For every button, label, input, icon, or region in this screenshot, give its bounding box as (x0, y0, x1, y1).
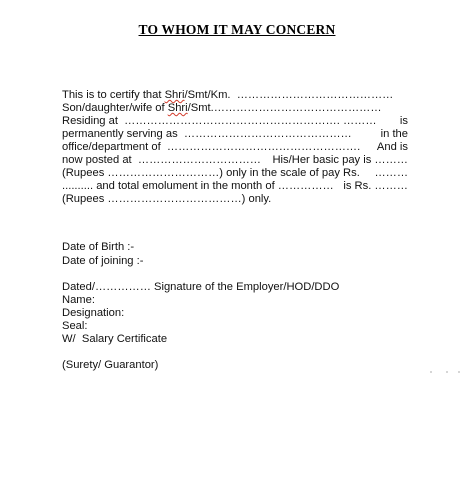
office-line (62, 141, 408, 154)
spellcheck-word: Shri (164, 89, 185, 101)
relation-text: Son/daughter/wife of (62, 102, 168, 114)
emolument-text-end: is Rs. ……… (343, 180, 408, 192)
certify-text-rest: /Smt/Km. …………………………………… (184, 89, 394, 101)
pay-scale-text: (Rupees …………………………) only in the scale of pay Rs. (62, 167, 360, 179)
seal-label: Seal: (62, 320, 88, 332)
service-text: permanently serving as ……………………………………… (62, 128, 352, 140)
residence-text: Residing at …………………………………………………. ……… (62, 115, 377, 127)
document-title: TO WHOM IT MAY CONCERN (138, 22, 336, 37)
office-text: office/department of ……………………………………………. (62, 141, 361, 153)
certify-line (62, 89, 408, 102)
residence-line (62, 115, 408, 128)
dated-signature-line: Dated/…………… Signature of the Employer/HOD/DDO (62, 281, 340, 293)
posting-text: now posted at …………………………… (62, 154, 261, 166)
spellcheck-word: Shri (167, 102, 188, 114)
emolument-line (62, 180, 408, 193)
salary-certificate-label: W/ Salary Certificate (62, 333, 168, 345)
pay-scale-line (62, 167, 408, 180)
certify-text: This is to certify that (62, 89, 165, 101)
designation-label: Designation: (62, 307, 125, 319)
office-text-end: And is (376, 141, 408, 153)
date-of-birth-label: Date of Birth :- (62, 241, 135, 253)
residence-text-end: is (399, 115, 408, 127)
service-line (62, 128, 408, 141)
relation-text-rest: /Smt.……………………………………… (187, 102, 382, 114)
surety-guarantor-label: (Surety/ Guarantor) (62, 359, 159, 371)
rupees-line: (Rupees ………………………………) only. (62, 193, 272, 205)
posting-line (62, 154, 408, 167)
name-label: Name: (62, 294, 95, 306)
scan-speck (446, 371, 448, 373)
scan-speck (458, 371, 460, 373)
relation-line (62, 102, 408, 115)
emolument-text: .......... and total emolument in the month of …………… (62, 180, 334, 192)
scan-speck (430, 371, 432, 373)
pay-scale-text-end: ……… (374, 167, 408, 179)
posting-text-end: His/Her basic pay is ……… (272, 154, 408, 166)
date-of-joining-label: Date of joining :- (62, 255, 144, 267)
service-text-end: in the (380, 128, 408, 140)
